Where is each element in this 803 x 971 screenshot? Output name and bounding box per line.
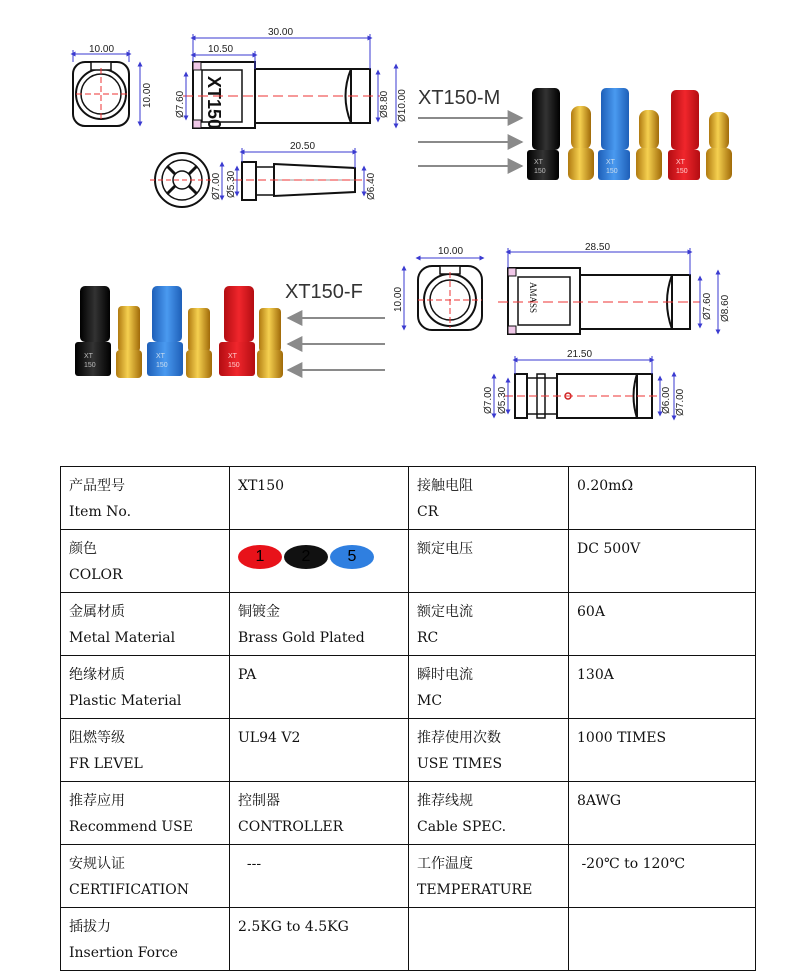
spec-row — [61, 719, 756, 782]
female-pin-d4-dim: Ø7.00 — [675, 388, 686, 416]
spec-value: 2.5KG to 4.5KG — [238, 919, 349, 935]
color-dot-5: 5 — [330, 545, 374, 569]
male-pin-d2-dim: Ø5.30 — [226, 170, 237, 198]
spec-label-cn: 插拔力 — [69, 919, 111, 935]
svg-text:150: 150 — [84, 362, 96, 369]
spec-label-en: COLOR — [69, 567, 123, 583]
male-pin-d3-dim: Ø6.40 — [366, 172, 377, 200]
spec-label-en: MC — [417, 693, 443, 709]
technical-drawing — [0, 0, 803, 450]
spec-label-cell — [61, 845, 230, 908]
spec-label-cell — [61, 908, 230, 971]
spec-row — [61, 593, 756, 656]
male-face-view — [73, 44, 153, 126]
spec-label-cn: 额定电流 — [417, 604, 473, 620]
spec-row — [61, 530, 756, 593]
spec-label-cell — [61, 530, 230, 593]
spec-label-cn: 瞬时电流 — [417, 667, 473, 683]
svg-text:150: 150 — [228, 362, 240, 369]
spec-value: -20℃ to 120℃ — [577, 856, 685, 872]
spec-value-cell — [569, 530, 756, 593]
spec-value: UL94 V2 — [238, 730, 301, 746]
female-pin-side-view — [483, 349, 686, 418]
spec-label-cn: 额定电压 — [417, 541, 473, 557]
spec-label-en: Insertion Force — [69, 945, 178, 961]
female-face-view — [393, 246, 482, 330]
svg-text:150: 150 — [606, 168, 618, 175]
spec-label-cn: 安规认证 — [69, 856, 125, 872]
female-housing-text: AMASS — [528, 282, 538, 314]
male-pin-d1-dim: Ø7.00 — [211, 172, 222, 200]
spec-label-en: FR LEVEL — [69, 756, 143, 772]
spec-label-en: Recommend USE — [69, 819, 193, 835]
spec-value: 1000 TIMES — [577, 730, 667, 746]
female-d2-dim: Ø8.60 — [720, 294, 731, 322]
male-side-view — [175, 27, 408, 129]
spec-value-cell — [230, 782, 409, 845]
female-pin-d2-dim: Ø5.30 — [497, 386, 508, 414]
spec-label-en: Cable SPEC. — [417, 819, 507, 835]
spec-label-cn: 绝缘材质 — [69, 667, 125, 683]
svg-text:XT: XT — [84, 353, 93, 360]
svg-text:XT: XT — [606, 159, 615, 166]
spec-row — [61, 908, 756, 971]
spec-value-en: CONTROLLER — [238, 819, 344, 835]
svg-text:XT: XT — [228, 353, 237, 360]
spec-value: 130A — [577, 667, 614, 683]
spec-value-cell — [569, 782, 756, 845]
spec-row — [61, 656, 756, 719]
male-connectors-photo — [527, 88, 732, 180]
female-pin-d3-dim: Ø6.00 — [661, 386, 672, 414]
male-d1-dim: Ø7.60 — [175, 90, 186, 118]
male-housing-text: XT150 — [204, 76, 224, 130]
male-d3-dim: Ø10.00 — [397, 89, 408, 122]
female-side-view — [498, 242, 731, 334]
spec-value: 60A — [577, 604, 605, 620]
spec-value-cell — [230, 593, 409, 656]
spec-label-cell — [61, 782, 230, 845]
female-d1-dim: Ø7.60 — [702, 292, 713, 320]
spec-label-cn: 阻燃等级 — [69, 730, 125, 746]
male-model-label: XT150-M — [418, 87, 501, 109]
male-pin-side-view — [211, 141, 377, 200]
spec-value-cell — [569, 656, 756, 719]
spec-value: 0.20mΩ — [577, 478, 634, 494]
spec-value: XT150 — [238, 478, 285, 494]
color-dot-1: 1 — [238, 545, 282, 569]
spec-label-en: Metal Material — [69, 630, 176, 646]
spec-label-cell — [409, 845, 569, 908]
svg-text:150: 150 — [676, 168, 688, 175]
spec-label-cell — [61, 719, 230, 782]
color-dot-2: 2 — [284, 545, 328, 569]
spec-value: 铜镀金 — [238, 604, 280, 620]
female-arrows — [288, 318, 385, 370]
spec-value-cell — [230, 530, 409, 593]
spec-label-en: Plastic Material — [69, 693, 182, 709]
spec-label-cn: 接触电阻 — [417, 478, 473, 494]
female-pin-length-dim: 21.50 — [567, 349, 593, 360]
spec-row — [61, 782, 756, 845]
male-pin-length-dim: 20.50 — [290, 141, 316, 152]
female-model-label: XT150-F — [285, 281, 363, 303]
spec-label-cn: 产品型号 — [69, 478, 125, 494]
spec-value-cell — [230, 656, 409, 719]
spec-label-en: USE TIMES — [417, 756, 503, 772]
spec-table — [60, 466, 756, 971]
spec-value: --- — [238, 856, 262, 872]
svg-text:150: 150 — [156, 362, 168, 369]
female-face-width: 10.00 — [438, 246, 464, 257]
svg-text:XT: XT — [156, 353, 165, 360]
spec-label-cn: 颜色 — [69, 541, 97, 557]
spec-value-cell — [230, 908, 409, 971]
spec-label-cell — [409, 467, 569, 530]
spec-value-cell — [569, 908, 756, 971]
spec-value-cell — [569, 593, 756, 656]
male-pin-end-view — [150, 153, 214, 207]
spec-label-en: TEMPERATURE — [417, 882, 533, 898]
svg-text:XT: XT — [676, 159, 685, 166]
male-d2-dim: Ø8.80 — [379, 90, 390, 118]
spec-value-cell — [569, 845, 756, 908]
spec-label-cn: 推荐应用 — [69, 793, 125, 809]
spec-value-en: Brass Gold Plated — [238, 630, 365, 646]
spec-value: PA — [238, 667, 257, 683]
spec-value: 控制器 — [238, 793, 280, 809]
male-head-dim: 10.50 — [208, 44, 234, 55]
spec-value-cell — [230, 845, 409, 908]
spec-label-cn: 推荐使用次数 — [417, 730, 501, 746]
female-connectors-photo — [75, 286, 283, 378]
spec-value-cell — [569, 467, 756, 530]
male-arrows — [418, 118, 522, 166]
color-dots — [238, 544, 400, 570]
spec-label-cell — [61, 593, 230, 656]
female-length-dim: 28.50 — [585, 242, 611, 253]
spec-value: 8AWG — [577, 793, 622, 809]
spec-label-cell — [409, 908, 569, 971]
spec-label-cn: 工作温度 — [417, 856, 473, 872]
svg-text:XT: XT — [534, 159, 543, 166]
female-pin-d1-dim: Ø7.00 — [483, 386, 494, 414]
spec-label-cell — [409, 593, 569, 656]
spec-value-cell — [230, 467, 409, 530]
spec-row — [61, 845, 756, 908]
spec-label-cell — [61, 467, 230, 530]
male-face-width: 10.00 — [89, 44, 115, 55]
spec-label-cell — [61, 656, 230, 719]
spec-value: DC 500V — [577, 541, 641, 557]
spec-label-cn: 金属材质 — [69, 604, 125, 620]
spec-label-cell — [409, 530, 569, 593]
spec-label-cell — [409, 719, 569, 782]
svg-text:150: 150 — [534, 168, 546, 175]
male-face-height: 10.00 — [142, 82, 153, 108]
spec-label-en: CERTIFICATION — [69, 882, 189, 898]
spec-value-cell — [569, 719, 756, 782]
spec-label-en: Item No. — [69, 504, 132, 520]
male-length-dim: 30.00 — [268, 27, 294, 38]
spec-label-en: CR — [417, 504, 439, 520]
spec-label-cn: 推荐线规 — [417, 793, 473, 809]
spec-label-en: RC — [417, 630, 439, 646]
spec-label-cell — [409, 656, 569, 719]
female-face-height: 10.00 — [393, 286, 404, 312]
spec-row — [61, 467, 756, 530]
spec-value-cell — [230, 719, 409, 782]
spec-label-cell — [409, 782, 569, 845]
